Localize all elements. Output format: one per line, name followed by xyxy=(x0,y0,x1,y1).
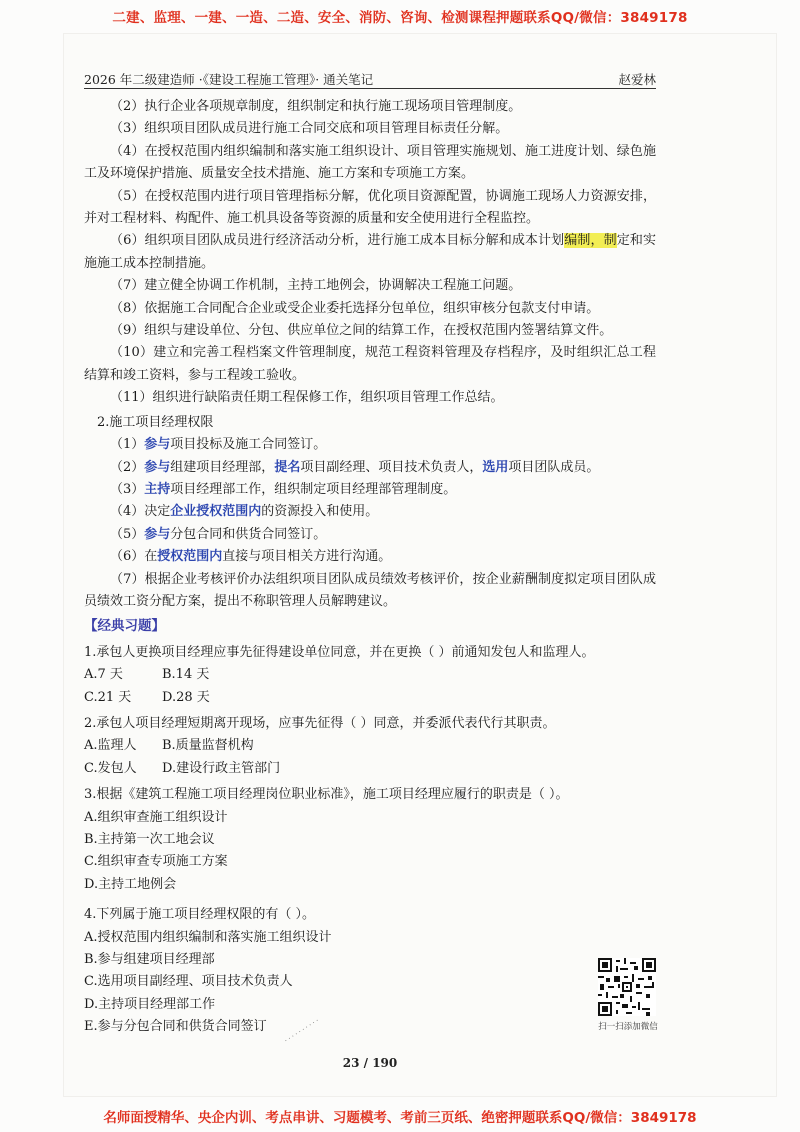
power-item: （3）主持项目经理部工作，组织制定项目经理部管理制度。 xyxy=(110,481,457,497)
question-3 xyxy=(84,784,656,896)
header-rule xyxy=(84,88,656,89)
body-text xyxy=(84,96,656,1039)
qr-code-image[interactable] xyxy=(598,958,656,1016)
power-item: （6）在授权范围内直接与项目相关方进行沟通。 xyxy=(110,549,392,565)
option-row xyxy=(84,735,656,757)
question-4 xyxy=(84,904,656,1038)
power-item: （4）决定企业授权范围内的资源投入和使用。 xyxy=(110,504,379,520)
option-e: E.参与分包合同和供货合同签订 xyxy=(84,1019,267,1035)
option-c: C.选用项目副经理、项目技术负责人 xyxy=(84,974,293,990)
option-row xyxy=(84,687,656,709)
option-b: B.质量监督机构 xyxy=(162,738,254,754)
exercises-heading: 【经典习题】 xyxy=(84,618,165,635)
power-item: （7）根据企业考核评价办法组织项目团队成员绩效考核评价，按企业薪酬制度拟定项目团队成员绩效工资分配方案，提出不称职管理人员解聘建议。 xyxy=(84,571,656,609)
duty-item: （9）组织与建设单位、分包、供应单位之间的结算工作，在授权范围内签署结算文件。 xyxy=(110,323,613,339)
question-text: 3.根据《建筑工程施工项目经理岗位职业标准》，施工项目经理应履行的职责是（ ）。 xyxy=(84,787,569,803)
question-text: 1.承包人更换项目经理应事先征得建设单位同意，并在更换（ ）前通知发包人和监理人。 xyxy=(84,644,595,660)
duty-item: （2）执行企业各项规章制度，组织制定和执行施工现场项目管理制度。 xyxy=(110,99,522,114)
header-author: 赵爱林 xyxy=(618,72,656,87)
header-title: 2026 年二级建造师 ·《建设工程施工管理》· 通关笔记 xyxy=(84,72,374,87)
top-banner: 二建、监理、一建、一造、二造、安全、消防、咨询、检测课程押题联系QQ/微信：3849178 xyxy=(112,10,688,26)
option-d: D.28 天 xyxy=(162,689,210,705)
keyword: 提名 xyxy=(274,459,301,475)
option-row xyxy=(84,664,656,686)
option-c: C.21 天 xyxy=(84,689,132,705)
running-header xyxy=(84,70,656,88)
keyword: 主持 xyxy=(144,481,171,497)
option-d: D.主持工地例会 xyxy=(84,876,177,892)
duty-item: （7）建立健全协调工作机制，主持工地例会，协调解决工程施工问题。 xyxy=(110,278,522,294)
question-2 xyxy=(84,713,656,780)
power-item: （5）参与分包合同和供货合同签订。 xyxy=(110,526,327,542)
keyword: 授权范围内 xyxy=(157,549,223,565)
duty-item: （5）在授权范围内进行项目管理指标分解，优化项目资源配置，协调施工现场人力资源安排，并对工程材料、构配件、施工机具设备等资源的质量和安全使用进行全程监控。 xyxy=(84,188,656,227)
option-a: A.授权范围内组织编制和落实施工组织设计 xyxy=(84,929,332,945)
power-item: （2）参与组建项目经理部，提名项目副经理、项目技术负责人，选用项目团队成员。 xyxy=(110,459,600,475)
option-a: A.组织审查施工组织设计 xyxy=(84,809,228,825)
duty-item: （11）组织进行缺陷责任期工程保修工作，组织项目管理工作总结。 xyxy=(110,390,504,406)
duty-item: （8）依据施工合同配合企业或受企业委托选择分包单位，组织审核分包款支付申请。 xyxy=(110,300,600,316)
keyword: 企业授权范围内 xyxy=(170,504,262,520)
option-c: C.发包人 xyxy=(84,760,137,776)
option-b: B.参与组建项目经理部 xyxy=(84,952,215,968)
keyword: 参与 xyxy=(144,459,171,475)
option-a: A.7 天 xyxy=(84,667,123,683)
keyword: 参与 xyxy=(144,437,171,453)
question-1 xyxy=(84,642,656,709)
duty-item: （4）在授权范围内组织编制和落实施工组织设计、项目管理实施规划、施工进度计划、绿色施工及环境保护措施、质量安全技术措施、施工方案和专项施工方案。 xyxy=(84,143,656,182)
bottom-banner: 名师面授精华、央企内训、考点串讲、习题模考、考前三页纸、绝密押题联系QQ/微信：3849178 xyxy=(103,1110,697,1126)
option-b: B.14 天 xyxy=(162,667,210,683)
option-c: C.组织审查专项施工方案 xyxy=(84,854,228,870)
question-text: 4.下列属于施工项目经理权限的有（ ）。 xyxy=(84,907,316,923)
duty-item: （3）组织项目团队成员进行施工合同交底和项目管理目标责任分解。 xyxy=(110,121,509,137)
option-row xyxy=(84,758,656,780)
page-number: 23 / 190 xyxy=(342,1056,398,1070)
watermark-stamp: · · · · · · · · · · xyxy=(283,1016,321,1045)
option-a: A.监理人 xyxy=(84,738,137,754)
option-d: D.主持项目经理部工作 xyxy=(84,996,216,1012)
option-d: D.建设行政主管部门 xyxy=(162,760,281,776)
highlighted-text: 编制，制 xyxy=(564,233,617,249)
duty-item-6: （6）组织项目团队成员进行经济活动分析，进行施工成本目标分解和成本计划编制，制定和实施施工成本控制措施。 xyxy=(84,233,656,271)
question-text: 2.承包人项目经理短期离开现场，应事先征得（ ）同意，并委派代表代行其职责。 xyxy=(84,715,556,731)
powers-heading: 2.施工项目经理权限 xyxy=(97,414,214,430)
qr-caption: 扫一扫添加微信 xyxy=(598,1022,658,1032)
option-b: B.主持第一次工地会议 xyxy=(84,832,215,847)
keyword: 参与 xyxy=(144,526,171,542)
keyword: 选用 xyxy=(482,459,509,475)
power-item: （1）参与项目投标及施工合同签订。 xyxy=(110,437,327,453)
duty-item: （10）建立和完善工程档案文件管理制度，规范工程资料管理及存档程序，及时组织汇总工程结算和竣工资料，参与工程竣工验收。 xyxy=(84,345,656,383)
